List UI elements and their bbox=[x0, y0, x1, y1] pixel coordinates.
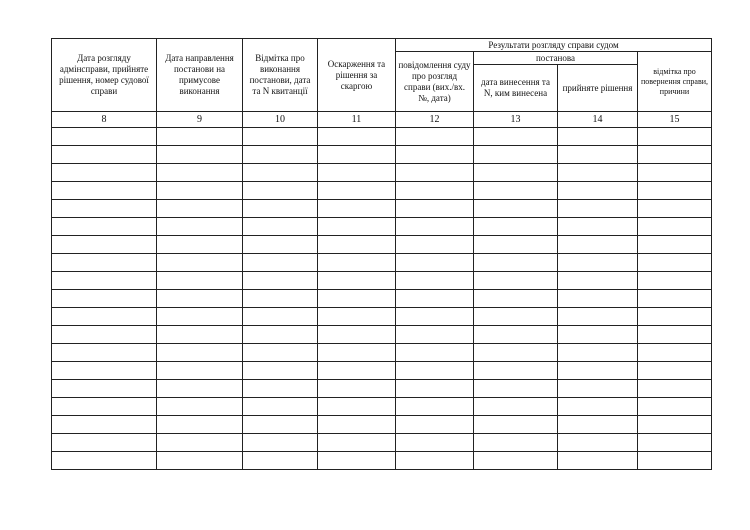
column-number: 8 bbox=[52, 112, 157, 128]
table-cell[interactable] bbox=[243, 452, 318, 470]
table-cell[interactable] bbox=[318, 434, 396, 452]
table-cell[interactable] bbox=[638, 326, 712, 344]
header-court-results-group: Результати розгляду справи судом bbox=[396, 39, 712, 52]
table-cell[interactable] bbox=[318, 308, 396, 326]
table-row bbox=[52, 200, 712, 218]
table-cell[interactable] bbox=[52, 308, 157, 326]
table-cell[interactable] bbox=[474, 272, 558, 290]
table-cell[interactable] bbox=[638, 182, 712, 200]
table-cell[interactable] bbox=[638, 272, 712, 290]
table-cell[interactable] bbox=[396, 326, 474, 344]
table-cell[interactable] bbox=[396, 182, 474, 200]
table-cell[interactable] bbox=[474, 380, 558, 398]
table-cell[interactable] bbox=[318, 254, 396, 272]
table-cell[interactable] bbox=[318, 182, 396, 200]
table-cell[interactable] bbox=[243, 146, 318, 164]
table-cell[interactable] bbox=[318, 200, 396, 218]
table-cell[interactable] bbox=[396, 218, 474, 236]
table-cell[interactable] bbox=[52, 128, 157, 146]
table-cell[interactable] bbox=[558, 128, 638, 146]
table-row bbox=[52, 308, 712, 326]
table-cell[interactable] bbox=[157, 326, 243, 344]
table-cell[interactable] bbox=[157, 164, 243, 182]
header-col-10: Відмітка про виконання постанови, дата та N квитанції bbox=[243, 39, 318, 112]
column-number: 12 bbox=[396, 112, 474, 128]
table-cell[interactable] bbox=[52, 164, 157, 182]
table-cell[interactable] bbox=[558, 380, 638, 398]
table-cell[interactable] bbox=[474, 200, 558, 218]
table-row bbox=[52, 362, 712, 380]
table-cell[interactable] bbox=[638, 362, 712, 380]
table-cell[interactable] bbox=[558, 254, 638, 272]
column-number: 13 bbox=[474, 112, 558, 128]
table-row bbox=[52, 290, 712, 308]
table-cell[interactable] bbox=[318, 344, 396, 362]
table-row bbox=[52, 218, 712, 236]
table-cell[interactable] bbox=[157, 200, 243, 218]
table-cell[interactable] bbox=[52, 254, 157, 272]
table-cell[interactable] bbox=[157, 452, 243, 470]
table-cell[interactable] bbox=[243, 236, 318, 254]
table-cell[interactable] bbox=[318, 236, 396, 254]
table-cell[interactable] bbox=[157, 272, 243, 290]
table-cell[interactable] bbox=[52, 452, 157, 470]
table-cell[interactable] bbox=[157, 344, 243, 362]
table-cell[interactable] bbox=[52, 146, 157, 164]
table-cell[interactable] bbox=[396, 380, 474, 398]
table-cell[interactable] bbox=[52, 236, 157, 254]
table-cell[interactable] bbox=[638, 416, 712, 434]
table-cell[interactable] bbox=[157, 236, 243, 254]
table-cell[interactable] bbox=[243, 272, 318, 290]
table-cell[interactable] bbox=[157, 398, 243, 416]
table-cell[interactable] bbox=[157, 416, 243, 434]
table-cell[interactable] bbox=[243, 326, 318, 344]
table-cell[interactable] bbox=[558, 452, 638, 470]
table-cell[interactable] bbox=[157, 434, 243, 452]
table-cell[interactable] bbox=[243, 200, 318, 218]
table-cell[interactable] bbox=[396, 128, 474, 146]
column-number: 14 bbox=[558, 112, 638, 128]
table-cell[interactable] bbox=[474, 434, 558, 452]
table-cell[interactable] bbox=[474, 362, 558, 380]
column-number: 11 bbox=[318, 112, 396, 128]
table-row bbox=[52, 416, 712, 434]
table-cell[interactable] bbox=[243, 434, 318, 452]
table-cell[interactable] bbox=[638, 128, 712, 146]
register-table bbox=[51, 38, 712, 470]
table-cell[interactable] bbox=[474, 236, 558, 254]
table-cell[interactable] bbox=[243, 308, 318, 326]
register-sheet bbox=[51, 38, 711, 470]
table-cell[interactable] bbox=[243, 398, 318, 416]
table-row bbox=[52, 146, 712, 164]
table-row bbox=[52, 164, 712, 182]
table-cell[interactable] bbox=[52, 380, 157, 398]
column-number: 10 bbox=[243, 112, 318, 128]
table-cell[interactable] bbox=[318, 218, 396, 236]
table-cell[interactable] bbox=[52, 434, 157, 452]
table-cell[interactable] bbox=[52, 182, 157, 200]
header-col-13: дата винесення та N, ким винесена bbox=[474, 65, 558, 112]
table-cell[interactable] bbox=[157, 380, 243, 398]
table-row bbox=[52, 182, 712, 200]
table-cell[interactable] bbox=[157, 362, 243, 380]
table-cell[interactable] bbox=[318, 416, 396, 434]
table-cell[interactable] bbox=[558, 182, 638, 200]
table-cell[interactable] bbox=[243, 416, 318, 434]
table-cell[interactable] bbox=[52, 344, 157, 362]
table-cell[interactable] bbox=[318, 326, 396, 344]
table-cell[interactable] bbox=[558, 434, 638, 452]
table-cell[interactable] bbox=[474, 146, 558, 164]
header-postanova-group: постанова bbox=[474, 52, 638, 65]
table-cell[interactable] bbox=[638, 434, 712, 452]
table-cell[interactable] bbox=[474, 416, 558, 434]
table-cell[interactable] bbox=[157, 254, 243, 272]
table-cell[interactable] bbox=[396, 200, 474, 218]
table-row bbox=[52, 452, 712, 470]
table-cell[interactable] bbox=[474, 254, 558, 272]
table-cell[interactable] bbox=[318, 380, 396, 398]
column-number-row bbox=[52, 112, 712, 128]
table-cell[interactable] bbox=[474, 164, 558, 182]
table-cell[interactable] bbox=[474, 398, 558, 416]
table-cell[interactable] bbox=[318, 290, 396, 308]
table-cell[interactable] bbox=[558, 290, 638, 308]
header-col-8: Дата розгляду адмінсправи, прийняте рішення, номер судової справи bbox=[52, 39, 157, 112]
table-cell[interactable] bbox=[638, 380, 712, 398]
table-cell[interactable] bbox=[243, 344, 318, 362]
table-cell[interactable] bbox=[396, 398, 474, 416]
table-cell[interactable] bbox=[638, 398, 712, 416]
table-cell[interactable] bbox=[558, 398, 638, 416]
table-cell[interactable] bbox=[558, 416, 638, 434]
register-body bbox=[52, 112, 712, 470]
table-cell[interactable] bbox=[558, 344, 638, 362]
table-cell[interactable] bbox=[318, 398, 396, 416]
table-row bbox=[52, 380, 712, 398]
table-cell[interactable] bbox=[638, 218, 712, 236]
table-cell[interactable] bbox=[474, 218, 558, 236]
table-cell[interactable] bbox=[52, 272, 157, 290]
table-cell[interactable] bbox=[638, 164, 712, 182]
table-cell[interactable] bbox=[157, 128, 243, 146]
table-cell[interactable] bbox=[396, 416, 474, 434]
table-cell[interactable] bbox=[52, 362, 157, 380]
table-cell[interactable] bbox=[396, 362, 474, 380]
table-cell[interactable] bbox=[638, 200, 712, 218]
table-cell[interactable] bbox=[318, 128, 396, 146]
table-row bbox=[52, 434, 712, 452]
table-cell[interactable] bbox=[396, 164, 474, 182]
table-cell[interactable] bbox=[474, 182, 558, 200]
table-cell[interactable] bbox=[396, 290, 474, 308]
table-cell[interactable] bbox=[52, 326, 157, 344]
table-cell[interactable] bbox=[52, 200, 157, 218]
table-cell[interactable] bbox=[558, 236, 638, 254]
table-cell[interactable] bbox=[52, 416, 157, 434]
table-cell[interactable] bbox=[474, 344, 558, 362]
table-cell[interactable] bbox=[638, 146, 712, 164]
table-row bbox=[52, 398, 712, 416]
table-cell[interactable] bbox=[638, 236, 712, 254]
table-cell[interactable] bbox=[243, 380, 318, 398]
table-cell[interactable] bbox=[558, 146, 638, 164]
table-cell[interactable] bbox=[396, 434, 474, 452]
table-cell[interactable] bbox=[52, 218, 157, 236]
table-cell[interactable] bbox=[157, 290, 243, 308]
table-row bbox=[52, 254, 712, 272]
table-cell[interactable] bbox=[52, 290, 157, 308]
table-cell[interactable] bbox=[52, 398, 157, 416]
header-col-15: відмітка про повернення справи, причини bbox=[638, 52, 712, 112]
table-cell[interactable] bbox=[558, 164, 638, 182]
header-col-9: Дата направлення постанови на примусове виконання bbox=[157, 39, 243, 112]
table-cell[interactable] bbox=[474, 290, 558, 308]
table-cell[interactable] bbox=[243, 182, 318, 200]
column-number: 9 bbox=[157, 112, 243, 128]
table-cell[interactable] bbox=[558, 200, 638, 218]
table-cell[interactable] bbox=[318, 272, 396, 290]
table-cell[interactable] bbox=[318, 164, 396, 182]
column-number: 15 bbox=[638, 112, 712, 128]
table-cell[interactable] bbox=[396, 272, 474, 290]
table-cell[interactable] bbox=[318, 362, 396, 380]
table-cell[interactable] bbox=[558, 326, 638, 344]
table-cell[interactable] bbox=[157, 308, 243, 326]
table-cell[interactable] bbox=[558, 218, 638, 236]
table-cell[interactable] bbox=[243, 218, 318, 236]
table-cell[interactable] bbox=[157, 182, 243, 200]
table-row bbox=[52, 236, 712, 254]
table-cell[interactable] bbox=[157, 146, 243, 164]
table-cell[interactable] bbox=[396, 308, 474, 326]
table-cell[interactable] bbox=[318, 452, 396, 470]
table-cell[interactable] bbox=[243, 290, 318, 308]
table-cell[interactable] bbox=[558, 308, 638, 326]
table-cell[interactable] bbox=[638, 254, 712, 272]
header-col-12: повідомлення суду про розгляд справи (вих./вх. №, дата) bbox=[396, 52, 474, 112]
table-cell[interactable] bbox=[474, 452, 558, 470]
table-cell[interactable] bbox=[396, 236, 474, 254]
table-cell[interactable] bbox=[638, 290, 712, 308]
table-cell[interactable] bbox=[243, 128, 318, 146]
table-cell[interactable] bbox=[243, 362, 318, 380]
table-row bbox=[52, 344, 712, 362]
table-row bbox=[52, 128, 712, 146]
table-cell[interactable] bbox=[396, 146, 474, 164]
table-cell[interactable] bbox=[558, 362, 638, 380]
table-row bbox=[52, 326, 712, 344]
table-cell[interactable] bbox=[638, 344, 712, 362]
table-cell[interactable] bbox=[157, 218, 243, 236]
header-col-14: прийняте рішення bbox=[558, 65, 638, 112]
table-cell[interactable] bbox=[474, 308, 558, 326]
table-cell[interactable] bbox=[638, 452, 712, 470]
table-cell[interactable] bbox=[638, 308, 712, 326]
table-cell[interactable] bbox=[396, 254, 474, 272]
table-cell[interactable] bbox=[396, 344, 474, 362]
table-cell[interactable] bbox=[474, 326, 558, 344]
table-row bbox=[52, 272, 712, 290]
table-cell[interactable] bbox=[558, 272, 638, 290]
table-cell[interactable] bbox=[318, 146, 396, 164]
table-cell[interactable] bbox=[474, 128, 558, 146]
header-col-11: Оскарження та рішення за скаргою bbox=[318, 39, 396, 112]
table-cell[interactable] bbox=[243, 164, 318, 182]
table-cell[interactable] bbox=[243, 254, 318, 272]
table-cell[interactable] bbox=[396, 452, 474, 470]
